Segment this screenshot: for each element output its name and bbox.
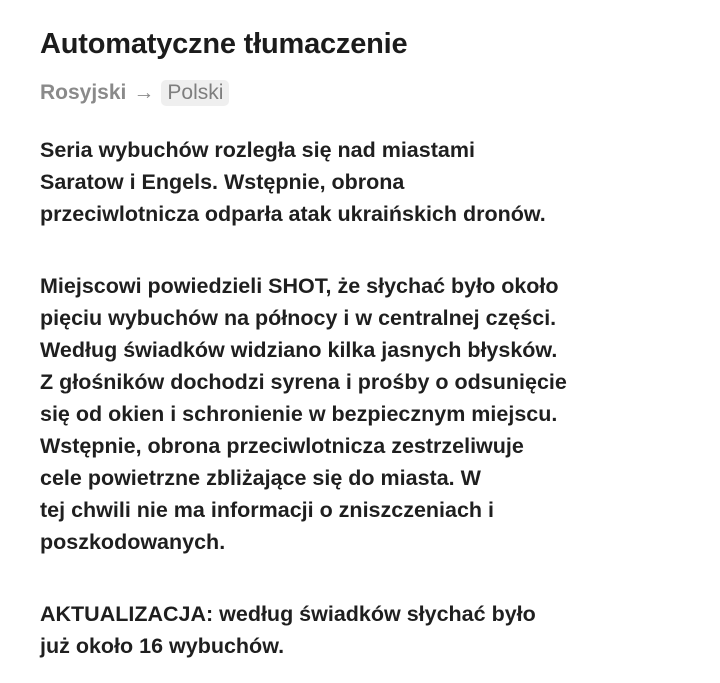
text-line: poszkodowanych. <box>40 530 226 554</box>
source-language[interactable]: Rosyjski <box>40 81 127 104</box>
text-line: pięciu wybuchów na północy i w centralnej części. <box>40 306 557 330</box>
text-line: Miejscowi powiedzieli SHOT, że słychać było około <box>40 274 559 298</box>
page-title: Automatyczne tłumaczenie <box>40 28 408 60</box>
paragraph <box>40 270 720 558</box>
arrow-right-icon: → <box>133 81 155 104</box>
translated-text <box>40 134 720 662</box>
paragraph <box>40 598 720 662</box>
target-language[interactable]: Polski <box>161 80 229 106</box>
text-line: już około 16 wybuchów. <box>40 634 285 658</box>
text-line: przeciwlotnicza odparła atak ukraińskich dronów. <box>40 202 546 226</box>
text-line: Wstępnie, obrona przeciwlotnicza zestrzeliwuje <box>40 434 524 458</box>
paragraph <box>40 134 720 230</box>
text-line: Seria wybuchów rozległa się nad miastami <box>40 138 475 162</box>
text-line: Z głośników dochodzi syrena i prośby o odsunięcie <box>40 370 567 394</box>
text-line: Saratow i Engels. Wstępnie, obrona <box>40 170 405 194</box>
text-line: tej chwili nie ma informacji o zniszczeniach i <box>40 498 495 522</box>
text-line: AKTUALIZACJA: według świadków słychać było <box>40 602 536 626</box>
text-line: się od okien i schronienie w bezpiecznym miejscu. <box>40 402 558 426</box>
text-line: cele powietrzne zbliżające się do miasta. W <box>40 466 481 490</box>
language-selector <box>40 78 720 108</box>
text-line: Według świadków widziano kilka jasnych błysków. <box>40 338 558 362</box>
